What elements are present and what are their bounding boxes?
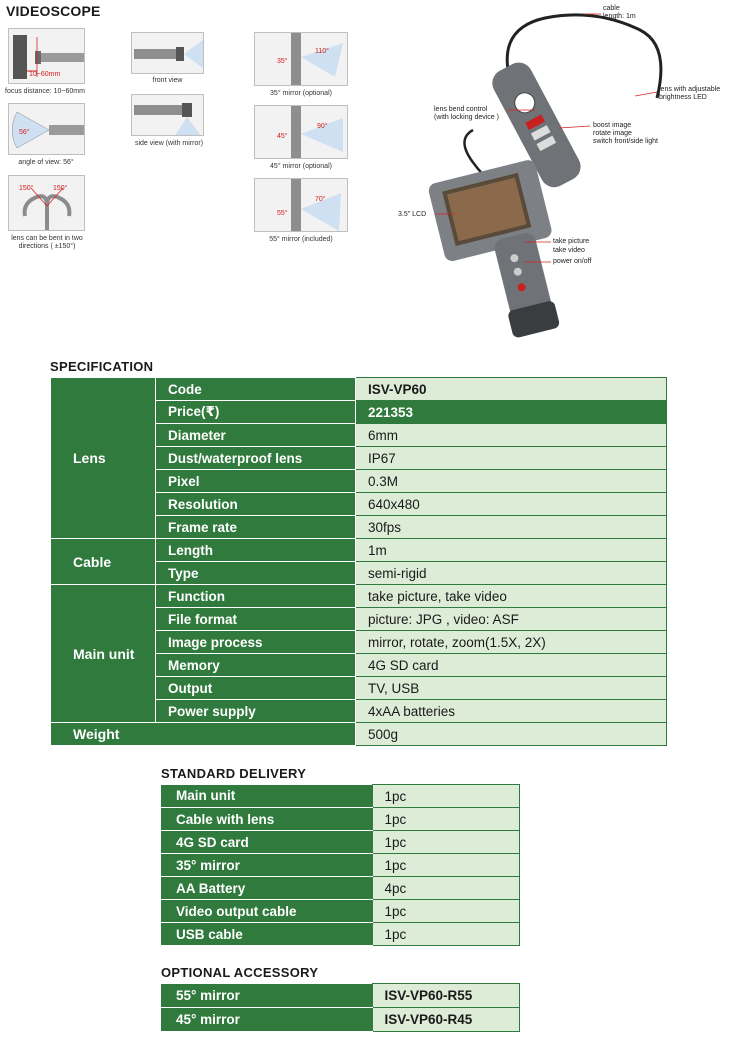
delivery-qty: 1pc — [372, 785, 520, 808]
specification-table — [50, 377, 667, 746]
mirror-35-illustration — [255, 33, 348, 86]
accessory-name: 45° mirror — [161, 1008, 372, 1032]
spec-value: IP67 — [356, 447, 667, 470]
spec-value: 0.3M — [356, 470, 667, 493]
spec-key: Function — [156, 585, 356, 608]
led-callout-2: brightness LED — [659, 94, 707, 101]
probe-bend-illustration — [9, 176, 85, 231]
table-row — [161, 831, 520, 854]
accessory-code: ISV-VP60-R55 — [372, 984, 520, 1008]
spec-key: Resolution — [156, 493, 356, 516]
spec-key: Price(₹) — [156, 401, 356, 424]
table-row — [51, 378, 667, 401]
led-callout-1: lens with adjustable — [659, 86, 721, 93]
videoscope-device-illustration — [395, 0, 740, 345]
take-video-callout: take video — [553, 247, 585, 254]
spec-value: 1m — [356, 539, 667, 562]
lcd-callout: 3.5" LCD — [398, 211, 427, 218]
mirror-55-diagram — [254, 178, 348, 232]
spec-key: Frame rate — [156, 516, 356, 539]
delivery-item: Main unit — [161, 785, 372, 808]
group-weight: Weight — [51, 723, 356, 746]
mirror-45-fov: 90° — [317, 123, 328, 130]
delivery-qty: 4pc — [372, 877, 520, 900]
side-view-diagram — [131, 94, 204, 136]
spec-value: 6mm — [356, 424, 667, 447]
spec-value: 221353 — [356, 401, 667, 424]
spec-key: Power supply — [156, 700, 356, 723]
spec-key: Memory — [156, 654, 356, 677]
spec-value: ISV-VP60 — [356, 378, 667, 401]
spec-value: 4xAA batteries — [356, 700, 667, 723]
spec-key: Output — [156, 677, 356, 700]
table-row — [51, 585, 667, 608]
table-row — [161, 854, 520, 877]
spec-value: take picture, take video — [356, 585, 667, 608]
focus-caption: focus distance: 10~60mm — [5, 88, 85, 95]
bend-diagram — [8, 175, 85, 231]
delivery-qty: 1pc — [372, 923, 520, 946]
angle-label: 56° — [19, 129, 30, 136]
group-cable: Cable — [51, 539, 156, 585]
accessory-name: 55° mirror — [161, 984, 372, 1008]
delivery-item: USB cable — [161, 923, 372, 946]
spec-value: mirror, rotate, zoom(1.5X, 2X) — [356, 631, 667, 654]
table-row — [161, 923, 520, 946]
delivery-qty: 1pc — [372, 831, 520, 854]
standard-delivery-title: STANDARD DELIVERY — [161, 766, 307, 781]
delivery-item: 35° mirror — [161, 854, 372, 877]
delivery-item: Cable with lens — [161, 808, 372, 831]
spec-value: 500g — [356, 723, 667, 746]
spec-value: 4G SD card — [356, 654, 667, 677]
side-view-caption: side view (with mirror) — [134, 140, 204, 147]
side-view-illustration — [132, 95, 204, 136]
angle-of-view-diagram — [8, 103, 85, 155]
front-view-diagram — [131, 32, 204, 74]
videoscope-product-image — [395, 0, 740, 345]
spec-key: Pixel — [156, 470, 356, 493]
spec-key: File format — [156, 608, 356, 631]
bend-caption-1: lens can be bent in two — [11, 235, 83, 242]
switch-light-callout: switch front/side light — [593, 138, 658, 145]
front-view-caption: front view — [152, 77, 183, 84]
front-view-illustration — [132, 33, 204, 74]
accessory-code: ISV-VP60-R45 — [372, 1008, 520, 1032]
spec-key: Code — [156, 378, 356, 401]
specification-title: SPECIFICATION — [50, 359, 154, 374]
take-picture-callout: take picture — [553, 238, 590, 245]
mirror-35-diagram — [254, 32, 348, 86]
table-row — [161, 877, 520, 900]
cable-callout-1: cable — [603, 5, 620, 12]
optional-accessory-title: OPTIONAL ACCESSORY — [161, 965, 319, 980]
mirror-35-caption: 35° mirror (optional) — [270, 90, 332, 97]
table-row — [161, 785, 520, 808]
spec-key: Type — [156, 562, 356, 585]
bend-control-callout-1: lens bend control — [434, 106, 488, 113]
mirror-45-diagram — [254, 105, 348, 159]
power-callout: power on/off — [553, 258, 592, 265]
bend-right-label: 150° — [53, 185, 68, 192]
spec-key: Diameter — [156, 424, 356, 447]
delivery-item: Video output cable — [161, 900, 372, 923]
focus-range-label: 10~60mm — [29, 71, 61, 78]
group-lens: Lens — [51, 378, 156, 539]
probe-angle-illustration — [9, 104, 85, 155]
mirror-55-caption: 55° mirror (included) — [269, 236, 333, 243]
optional-accessory-table — [161, 983, 520, 1032]
mirror-35-angle: 35° — [277, 58, 288, 65]
mirror-55-angle: 55° — [277, 210, 288, 217]
spec-value: semi-rigid — [356, 562, 667, 585]
rotate-image-callout: rotate image — [593, 130, 632, 137]
table-row — [161, 900, 520, 923]
cable-callout-2: length: 1m — [603, 13, 636, 20]
delivery-qty: 1pc — [372, 808, 520, 831]
bend-control-callout-2: (with locking device ) — [434, 114, 499, 121]
spec-value: 30fps — [356, 516, 667, 539]
angle-caption: angle of view: 56° — [18, 159, 74, 166]
delivery-qty: 1pc — [372, 900, 520, 923]
focus-distance-diagram — [8, 28, 85, 84]
standard-delivery-table — [161, 784, 520, 946]
spec-value: picture: JPG , video: ASF — [356, 608, 667, 631]
mirror-45-caption: 45° mirror (optional) — [270, 163, 332, 170]
mirror-55-illustration — [255, 179, 348, 232]
spec-key: Dust/waterproof lens — [156, 447, 356, 470]
table-row — [161, 1008, 520, 1032]
boost-image-callout: boost image — [593, 122, 632, 129]
bend-left-label: 150° — [19, 185, 34, 192]
table-row — [51, 539, 667, 562]
table-row — [51, 723, 667, 746]
spec-key: Length — [156, 539, 356, 562]
probe-focus-illustration — [9, 29, 85, 84]
delivery-qty: 1pc — [372, 854, 520, 877]
page-title: VIDEOSCOPE — [6, 3, 101, 19]
group-main-unit: Main unit — [51, 585, 156, 723]
mirror-45-illustration — [255, 106, 348, 159]
spec-value: 640x480 — [356, 493, 667, 516]
mirror-55-fov: 70° — [315, 196, 326, 203]
table-row — [161, 808, 520, 831]
mirror-35-fov: 110° — [315, 48, 329, 55]
spec-value: TV, USB — [356, 677, 667, 700]
spec-key: Image process — [156, 631, 356, 654]
mirror-45-angle: 45° — [277, 133, 288, 140]
bend-caption-2: directions ( ±150°) — [18, 243, 76, 250]
table-row — [161, 984, 520, 1008]
delivery-item: AA Battery — [161, 877, 372, 900]
delivery-item: 4G SD card — [161, 831, 372, 854]
